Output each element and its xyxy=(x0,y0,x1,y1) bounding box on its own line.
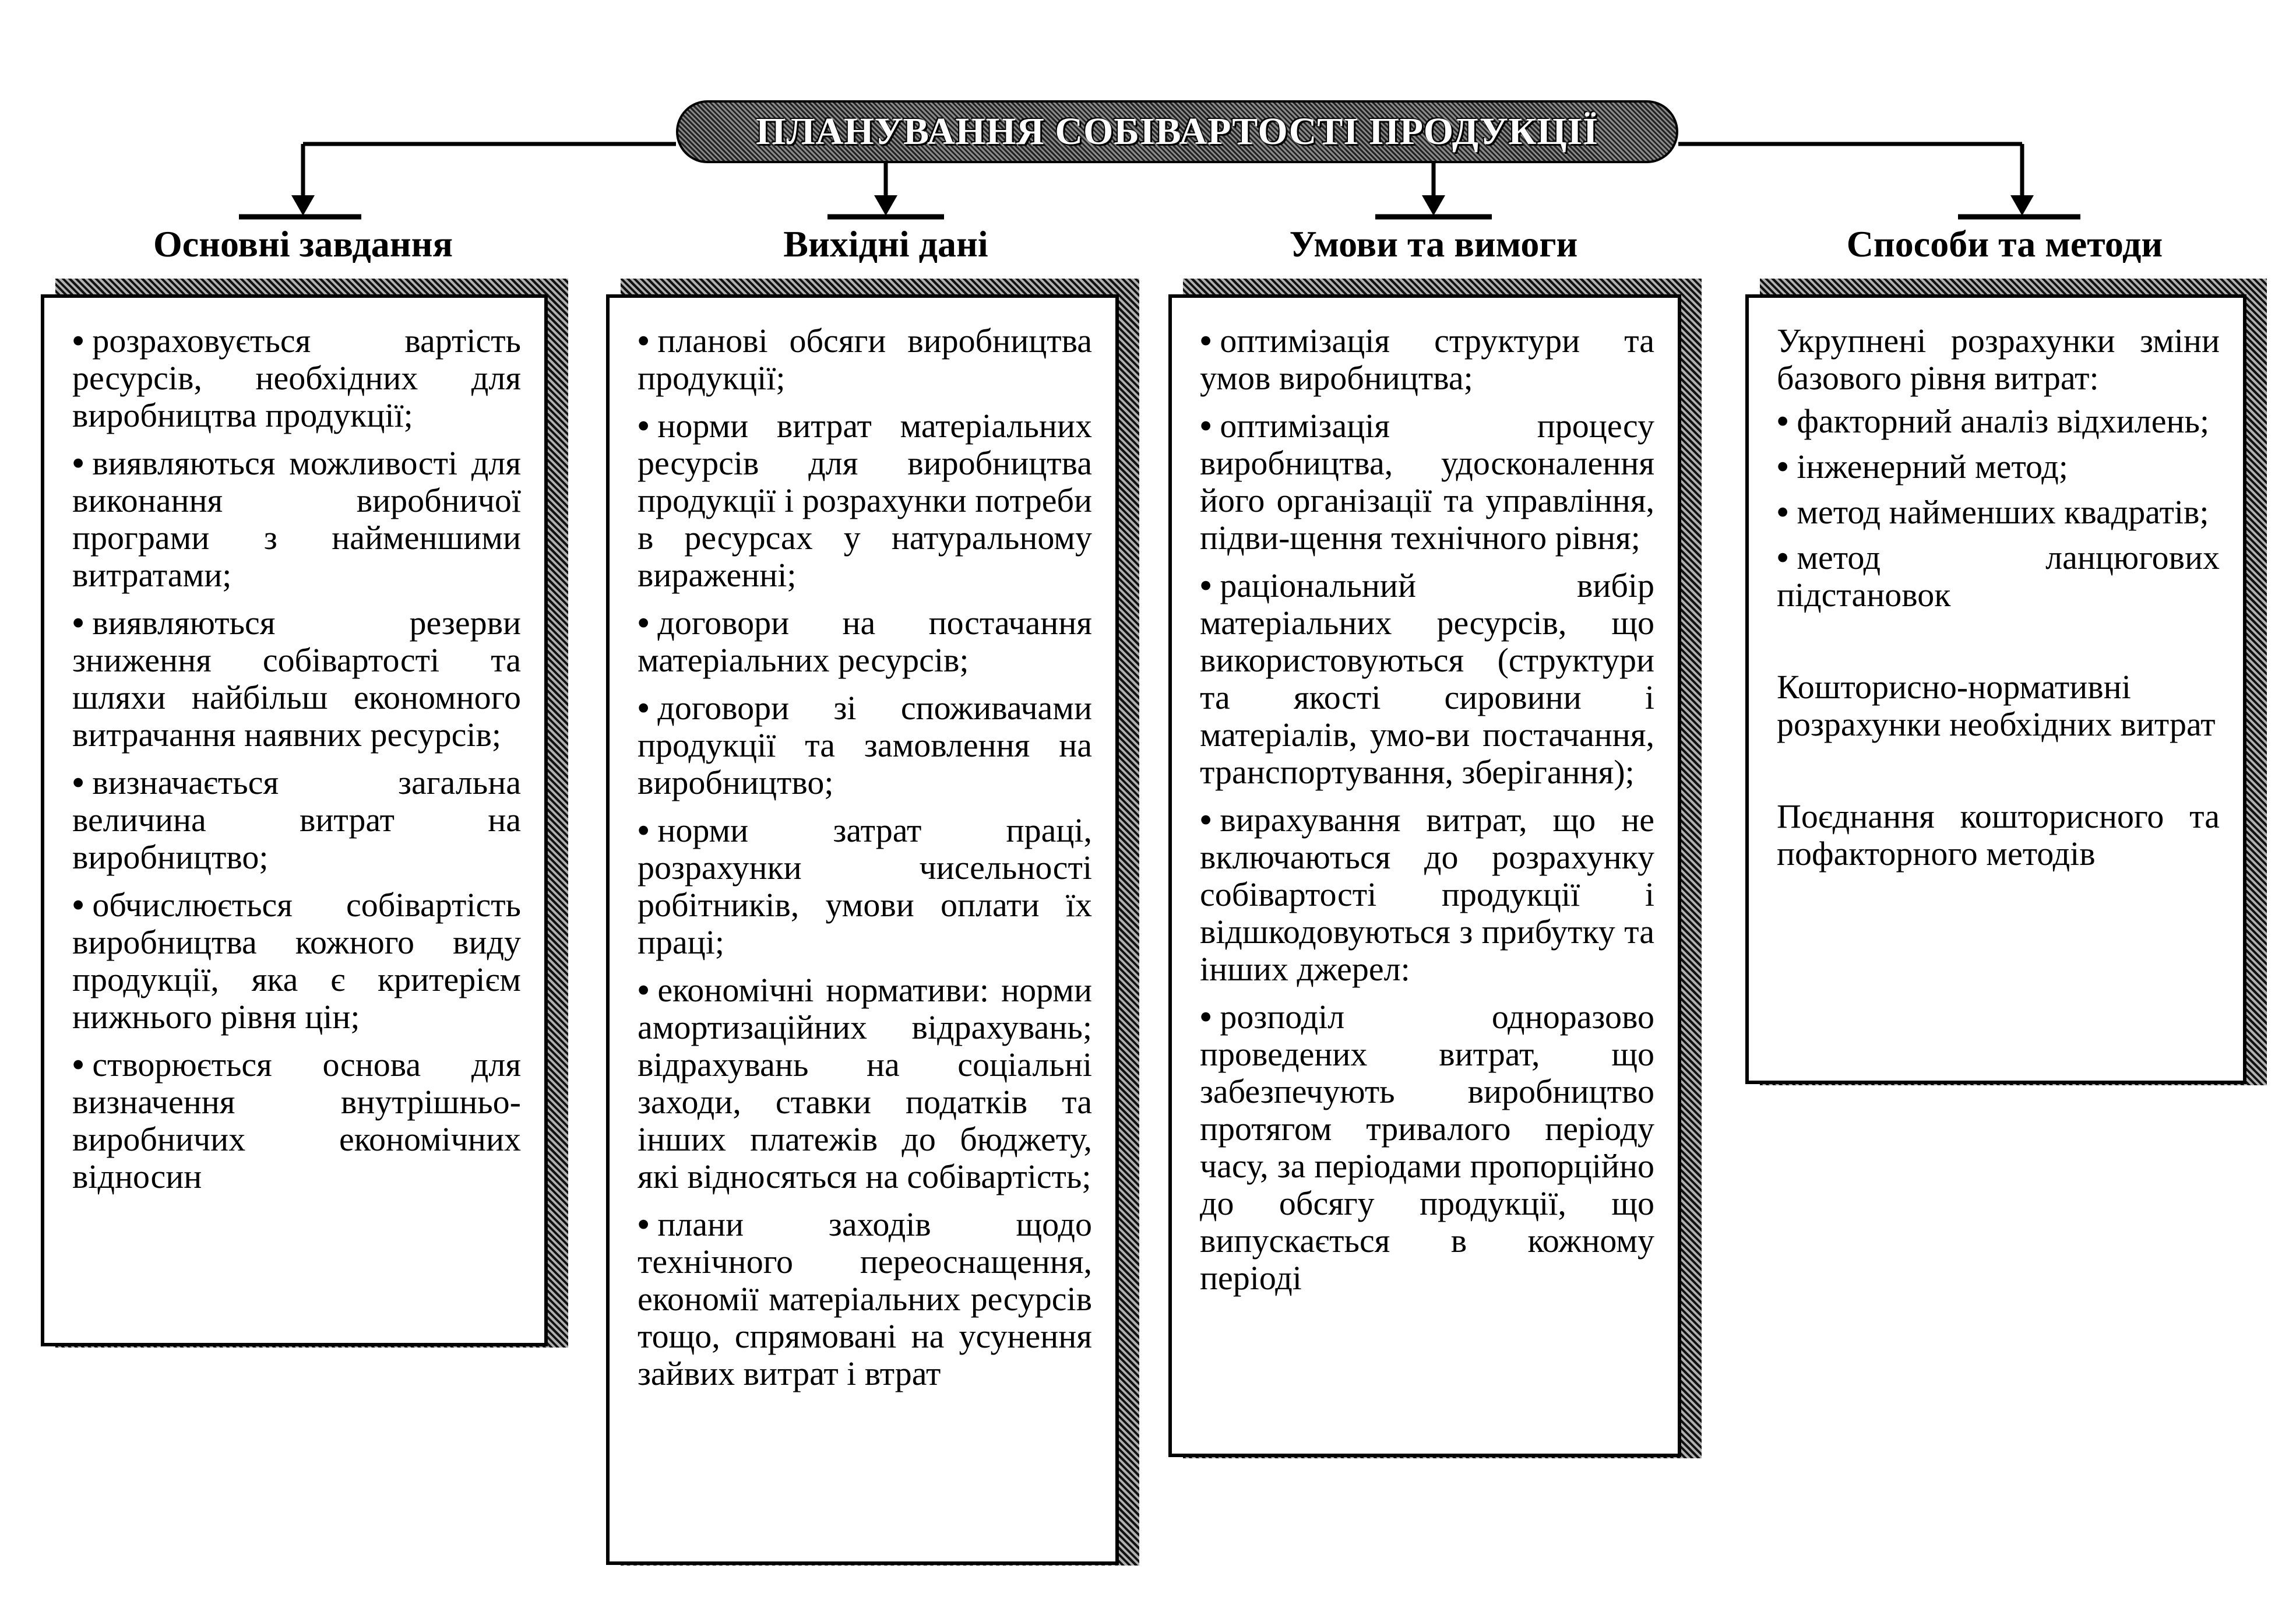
arrow-head-2 xyxy=(874,195,897,216)
list-item: • плани заходів щодо технічного переоснащення, економії матеріальних ресурсів тощо, спрямовані на усунення зайвих витрат і втрат xyxy=(638,1205,1092,1392)
list-item: • визначається загальна величина витрат на виробництво; xyxy=(72,764,521,876)
column-header-methods: Способи та методи xyxy=(1846,223,2163,265)
list-item: • оптимізація структури та умов виробництва; xyxy=(1200,322,1654,397)
box-tasks xyxy=(41,294,548,1346)
method-group-aggregated xyxy=(1777,322,2220,614)
list-item: • розподіл одноразово проведених витрат, що забезпечують виробництво протягом тривалого періоду часу, за періодами пропорційно до обсягу продукції, що випускається в кожному періоді xyxy=(1200,998,1654,1297)
diagram-title-text: ПЛАНУВАННЯ СОБІВАРТОСТІ ПРОДУКЦІЇ xyxy=(756,110,1598,153)
box-methods xyxy=(1745,294,2246,1084)
method-group-estimate xyxy=(1777,669,2220,743)
diagram-title xyxy=(676,100,1678,163)
method-group-title: Поєднання кошторисного та пофакторного методів xyxy=(1777,797,2220,873)
list-item: • факторний аналіз відхилень; xyxy=(1777,402,2210,440)
method-group-title: Укрупнені розрахунки зміни базового рівня витрат: xyxy=(1777,322,2220,397)
list-item: • обчислюється собівартість виробництва кожного виду продукції, яка є критерієм нижнього рівня цін; xyxy=(72,886,521,1036)
arrow-head-3 xyxy=(1422,195,1445,216)
method-group-combined xyxy=(1777,798,2220,873)
list-item: • виявляються резерви зниження собівартості та шляхи найбільш економного витрачання наявних ресурсів; xyxy=(72,604,521,754)
list-item: • створюється основа для визначення внутрішньо-виробничих економічних відносин xyxy=(72,1046,521,1195)
list-item: • договори зі споживачами продукції та замовлення на виробництво; xyxy=(638,689,1092,801)
list-item: • раціональний вибір матеріальних ресурсів, що використовуються (структури та якості сировини і матеріалів, умо-ви постачання, транспортування, зберігання); xyxy=(1200,567,1654,791)
list-item: • вирахування витрат, що не включаються до розрахунку собівартості продукції і відшкодовуються з прибутку та інших джерел: xyxy=(1200,801,1654,988)
list-item: • оптимізація процесу виробництва, удосконалення його організації та управління, підви-щення технічного рівня; xyxy=(1200,407,1654,557)
list-item: • метод ланцюгових підстановок xyxy=(1777,539,2220,614)
list-item: • норми витрат матеріальних ресурсів для виробництва продукції і розрахунки потреби в ресурсах у натуральному вираженні; xyxy=(638,407,1092,594)
list-item: • договори на постачання матеріальних ресурсів; xyxy=(638,604,1092,679)
arrow-head-4 xyxy=(2010,195,2034,216)
list-item: • інженерний метод; xyxy=(1777,448,2068,486)
arrow-head-1 xyxy=(291,195,315,216)
column-header-input-data: Вихідні дані xyxy=(783,223,988,265)
list-item: • метод найменших квадратів; xyxy=(1777,493,2209,531)
list-item: • норми затрат праці, розрахунки чисельності робітників, умови оплати їх праці; xyxy=(638,811,1092,961)
list-item: • розраховується вартість ресурсів, необхідних для виробництва продукції; xyxy=(72,322,521,434)
list-item: • виявляються можливості для виконання виробничої програми з найменшими витратами; xyxy=(72,444,521,594)
column-header-conditions: Умови та вимоги xyxy=(1289,223,1578,265)
box-conditions xyxy=(1168,294,1681,1457)
list-item: • планові обсяги виробництва продукції; xyxy=(638,322,1092,397)
list-item: • економічні нормативи: норми амортизаційних відрахувань; відрахувань на соціальні заходи, ставки податків та інших платежів до бюджету, які відносяться на собівартість; xyxy=(638,971,1092,1195)
column-header-tasks: Основні завдання xyxy=(153,223,453,265)
method-group-title: Кошторисно-нормативні розрахунки необхідних витрат xyxy=(1777,668,2216,743)
box-input-data xyxy=(606,294,1119,1565)
